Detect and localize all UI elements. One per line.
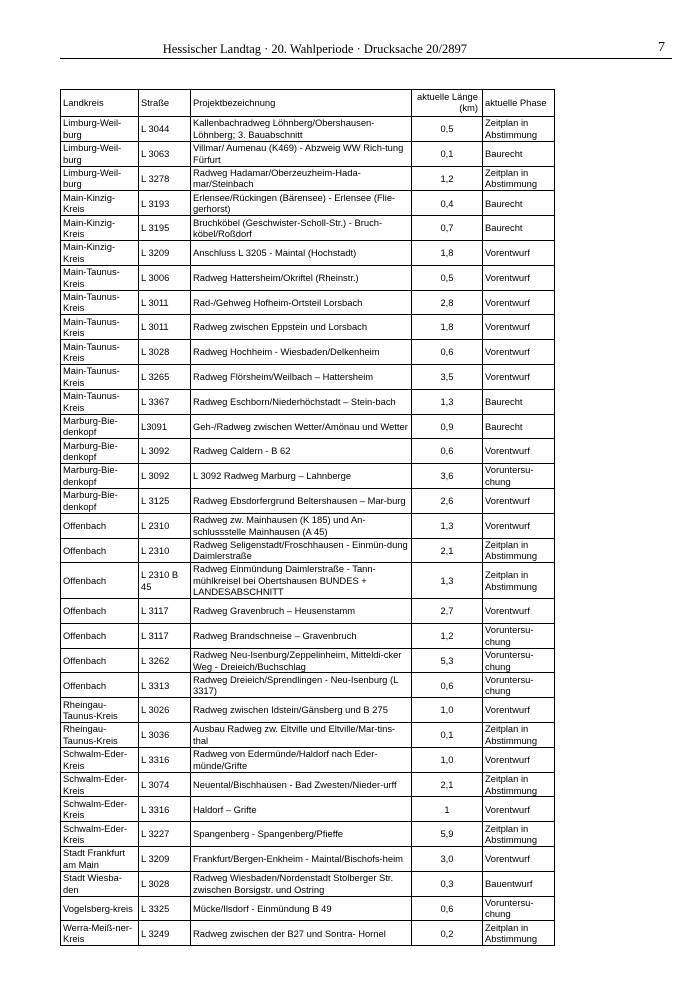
table-row	[61, 623, 555, 648]
table-row	[61, 117, 555, 142]
cell-landkreis: Marburg-Bie-denkopf	[61, 488, 139, 513]
cell-strasse: L 3265	[139, 364, 191, 389]
table-row	[61, 166, 555, 191]
cell-laenge: 3,5	[412, 364, 483, 389]
table-row	[61, 464, 555, 489]
cell-phase: Zeitplan in Abstimmung	[483, 772, 555, 797]
cell-phase: Voruntersu-chung	[483, 623, 555, 648]
cell-landkreis: Main-Taunus-Kreis	[61, 290, 139, 315]
page-header	[60, 36, 665, 56]
table-row	[61, 191, 555, 216]
table-row	[61, 265, 555, 290]
cell-projekt: Radweg Gravenbruch – Heusenstamm	[191, 599, 412, 624]
cell-landkreis: Offenbach	[61, 623, 139, 648]
cell-strasse: L 3006	[139, 265, 191, 290]
cell-projekt: Radweg Caldern - B 62	[191, 439, 412, 464]
cell-projekt: Radweg Eschborn/Niederhöchstadt – Stein-bach	[191, 389, 412, 414]
column-header-strasse: Straße	[139, 90, 191, 117]
cell-phase: Zeitplan in Abstimmung	[483, 538, 555, 563]
cell-landkreis: Schwalm-Eder-Kreis	[61, 797, 139, 822]
table-row	[61, 772, 555, 797]
table-row	[61, 648, 555, 673]
table-row	[61, 871, 555, 896]
cell-phase: Voruntersu-chung	[483, 673, 555, 698]
cell-laenge: 1,3	[412, 389, 483, 414]
cell-strasse: L 3044	[139, 117, 191, 142]
cell-landkreis: Schwalm-Eder-Kreis	[61, 772, 139, 797]
table-row	[61, 488, 555, 513]
table-row	[61, 921, 555, 946]
cell-projekt: Radweg zwischen der B27 und Sontra- Hornel	[191, 921, 412, 946]
cell-laenge: 0,3	[412, 871, 483, 896]
cell-phase: Vorentwurf	[483, 240, 555, 265]
cell-laenge: 3,6	[412, 464, 483, 489]
cell-strasse: L 3316	[139, 797, 191, 822]
cell-projekt: Radweg Dreieich/Sprendlingen - Neu-Isenburg (L 3317)	[191, 673, 412, 698]
cell-landkreis: Offenbach	[61, 673, 139, 698]
cell-strasse: L 3227	[139, 822, 191, 847]
cell-strasse: L 3316	[139, 747, 191, 772]
cell-phase: Vorentwurf	[483, 513, 555, 538]
cell-laenge: 1,8	[412, 240, 483, 265]
cell-strasse: L 2310	[139, 538, 191, 563]
cell-strasse: L 3117	[139, 623, 191, 648]
cell-phase: Vorentwurf	[483, 488, 555, 513]
cell-laenge: 1,0	[412, 747, 483, 772]
cell-strasse: L 3117	[139, 599, 191, 624]
cell-landkreis: Main-Taunus-Kreis	[61, 364, 139, 389]
cell-phase: Vorentwurf	[483, 797, 555, 822]
cell-phase: Baurecht	[483, 216, 555, 241]
cell-landkreis: Offenbach	[61, 563, 139, 599]
cell-phase: Vorentwurf	[483, 698, 555, 723]
table-row	[61, 240, 555, 265]
cell-projekt: Rad-/Gehweg Hofheim-Ortsteil Lorsbach	[191, 290, 412, 315]
cell-landkreis: Limburg-Weil-burg	[61, 141, 139, 166]
cell-projekt: Radweg Hochheim - Wiesbaden/Delkenheim	[191, 340, 412, 365]
cell-laenge: 5,3	[412, 648, 483, 673]
cell-phase: Vorentwurf	[483, 315, 555, 340]
cell-strasse: L3091	[139, 414, 191, 439]
cell-phase: Baurecht	[483, 389, 555, 414]
cell-strasse: L 3313	[139, 673, 191, 698]
table-row	[61, 563, 555, 599]
cell-laenge: 1	[412, 797, 483, 822]
table-row	[61, 290, 555, 315]
cell-landkreis: Main-Kinzig-Kreis	[61, 191, 139, 216]
cell-projekt: Radweg Ebsdorfergrund Beltershausen – Mar-burg	[191, 488, 412, 513]
cell-phase: Zeitplan in Abstimmung	[483, 117, 555, 142]
cell-strasse: L 3325	[139, 896, 191, 921]
table-row	[61, 797, 555, 822]
cell-landkreis: Limburg-Weil-burg	[61, 117, 139, 142]
cell-laenge: 1,3	[412, 513, 483, 538]
table-row	[61, 538, 555, 563]
cell-landkreis: Main-Kinzig-Kreis	[61, 216, 139, 241]
cell-laenge: 1,2	[412, 166, 483, 191]
cell-projekt: Radweg Brandschneise – Gravenbruch	[191, 623, 412, 648]
cell-landkreis: Marburg-Bie-denkopf	[61, 414, 139, 439]
cell-projekt: Radweg Wiesbaden/Nordenstadt Stolberger Str. zwischen Borsigstr. und Ostring	[191, 871, 412, 896]
cell-strasse: L 3074	[139, 772, 191, 797]
cell-strasse: L 3092	[139, 439, 191, 464]
cell-strasse: L 3011	[139, 290, 191, 315]
table-row	[61, 673, 555, 698]
table-row	[61, 364, 555, 389]
cell-phase: Zeitplan in Abstimmung	[483, 822, 555, 847]
cell-projekt: Radweg von Edermünde/Haldorf nach Eder-münde/Grifte	[191, 747, 412, 772]
cell-laenge: 0,2	[412, 921, 483, 946]
cell-laenge: 0,5	[412, 265, 483, 290]
cell-projekt: Radweg Einmündung Daimlerstraße - Tann-mühlkreisel bei Obertshausen BUNDES + LANDESABSCHNITT	[191, 563, 412, 599]
cell-laenge: 1,2	[412, 623, 483, 648]
table-row	[61, 513, 555, 538]
cell-strasse: L 3209	[139, 847, 191, 872]
cell-strasse: L 3278	[139, 166, 191, 191]
cell-projekt: Anschluss L 3205 - Maintal (Hochstadt)	[191, 240, 412, 265]
cell-strasse: L 3125	[139, 488, 191, 513]
cell-projekt: Radweg Hadamar/Oberzeuzheim-Hada-mar/Steinbach	[191, 166, 412, 191]
cell-landkreis: Main-Taunus-Kreis	[61, 265, 139, 290]
cell-projekt: Neuental/Bischhausen - Bad Zwesten/Nieder-urff	[191, 772, 412, 797]
cell-phase: Vorentwurf	[483, 599, 555, 624]
cell-phase: Baurecht	[483, 414, 555, 439]
cell-phase: Voruntersu-chung	[483, 464, 555, 489]
table-body	[61, 117, 555, 946]
cell-projekt: Erlensee/Rückingen (Bärensee) - Erlensee (Flie-gerhorst)	[191, 191, 412, 216]
cell-phase: Baurecht	[483, 141, 555, 166]
column-header-projekt: Projektbezeichnung	[191, 90, 412, 117]
cell-strasse: L 3262	[139, 648, 191, 673]
cell-projekt: Geh-/Radweg zwischen Wetter/Amönau und Wetter	[191, 414, 412, 439]
cell-laenge: 2,8	[412, 290, 483, 315]
cell-projekt: Villmar/ Aumenau (K469) - Abzweig WW Rich-tung Fürfurt	[191, 141, 412, 166]
column-header-laenge: aktuelle Länge (km)	[412, 90, 483, 117]
cell-projekt: Haldorf – Grifte	[191, 797, 412, 822]
cell-strasse: L 3063	[139, 141, 191, 166]
cell-landkreis: Marburg-Bie-denkopf	[61, 439, 139, 464]
cell-strasse: L 3092	[139, 464, 191, 489]
cell-strasse: L 3195	[139, 216, 191, 241]
cell-strasse: L 3011	[139, 315, 191, 340]
cell-phase: Zeitplan in Abstimmung	[483, 166, 555, 191]
cell-strasse: L 3367	[139, 389, 191, 414]
cell-projekt: Spangenberg - Spangenberg/Pfieffe	[191, 822, 412, 847]
table-header-row	[61, 90, 555, 117]
cell-laenge: 0,6	[412, 896, 483, 921]
cell-laenge: 2,7	[412, 599, 483, 624]
cell-landkreis: Offenbach	[61, 538, 139, 563]
cell-strasse: L 3028	[139, 340, 191, 365]
cell-landkreis: Offenbach	[61, 599, 139, 624]
cell-landkreis: Offenbach	[61, 513, 139, 538]
project-table	[60, 89, 555, 946]
table-row	[61, 723, 555, 748]
cell-laenge: 2,1	[412, 772, 483, 797]
cell-laenge: 0,5	[412, 117, 483, 142]
table-row	[61, 822, 555, 847]
cell-laenge: 0,7	[412, 216, 483, 241]
cell-phase: Vorentwurf	[483, 439, 555, 464]
cell-landkreis: Vogelsberg-kreis	[61, 896, 139, 921]
cell-laenge: 1,0	[412, 698, 483, 723]
cell-landkreis: Main-Taunus-Kreis	[61, 389, 139, 414]
cell-landkreis: Main-Taunus-Kreis	[61, 340, 139, 365]
table-row	[61, 747, 555, 772]
cell-projekt: Radweg zwischen Idstein/Gänsberg und B 275	[191, 698, 412, 723]
cell-phase: Baurecht	[483, 191, 555, 216]
cell-laenge: 0,9	[412, 414, 483, 439]
table-row	[61, 847, 555, 872]
cell-projekt: Bruchköbel (Geschwister-Scholl-Str.) - Bruch-köbel/Roßdorf	[191, 216, 412, 241]
cell-phase: Zeitplan in Abstimmung	[483, 563, 555, 599]
cell-projekt: Radweg Hattersheim/Okriftel (Rheinstr.)	[191, 265, 412, 290]
table-row	[61, 414, 555, 439]
cell-projekt: Radweg zwischen Eppstein und Lorsbach	[191, 315, 412, 340]
cell-laenge: 5,9	[412, 822, 483, 847]
cell-landkreis: Main-Kinzig-Kreis	[61, 240, 139, 265]
cell-projekt: Radweg zw. Mainhausen (K 185) und An-schlussstelle Mainhausen (A 45)	[191, 513, 412, 538]
cell-landkreis: Schwalm-Eder-Kreis	[61, 747, 139, 772]
table-row	[61, 599, 555, 624]
table-row	[61, 216, 555, 241]
cell-strasse: L 3249	[139, 921, 191, 946]
cell-strasse: L 2310	[139, 513, 191, 538]
cell-landkreis: Marburg-Bie-denkopf	[61, 464, 139, 489]
cell-phase: Vorentwurf	[483, 340, 555, 365]
cell-landkreis: Stadt Wiesba-den	[61, 871, 139, 896]
cell-laenge: 0,4	[412, 191, 483, 216]
cell-landkreis: Main-Taunus-Kreis	[61, 315, 139, 340]
cell-strasse: L 3026	[139, 698, 191, 723]
cell-strasse: L 3193	[139, 191, 191, 216]
cell-strasse: L 3209	[139, 240, 191, 265]
cell-laenge: 0,6	[412, 340, 483, 365]
cell-strasse: L 2310 B 45	[139, 563, 191, 599]
cell-strasse: L 3036	[139, 723, 191, 748]
cell-phase: Bauentwurf	[483, 871, 555, 896]
table-row	[61, 439, 555, 464]
cell-landkreis: Rheingau-Taunus-Kreis	[61, 698, 139, 723]
cell-laenge: 0,1	[412, 141, 483, 166]
cell-projekt: Radweg Flörsheim/Weilbach – Hattersheim	[191, 364, 412, 389]
cell-phase: Vorentwurf	[483, 364, 555, 389]
cell-laenge: 1,8	[412, 315, 483, 340]
table-row	[61, 141, 555, 166]
cell-landkreis: Limburg-Weil-burg	[61, 166, 139, 191]
cell-landkreis: Rheingau-Taunus-Kreis	[61, 723, 139, 748]
cell-phase: Zeitplan in Abstimmung	[483, 921, 555, 946]
cell-laenge: 3,0	[412, 847, 483, 872]
cell-phase: Zeitplan in Abstimmung	[483, 723, 555, 748]
cell-phase: Voruntersu-chung	[483, 648, 555, 673]
cell-laenge: 0,1	[412, 723, 483, 748]
cell-strasse: L 3028	[139, 871, 191, 896]
cell-projekt: Frankfurt/Bergen-Enkheim - Maintal/Bischofs-heim	[191, 847, 412, 872]
table-row	[61, 389, 555, 414]
cell-laenge: 1,3	[412, 563, 483, 599]
page-number: 7	[658, 40, 665, 55]
cell-landkreis: Werra-Meiß-ner-Kreis	[61, 921, 139, 946]
cell-projekt: Radweg Seligenstadt/Froschhausen - Einmün-dung Daimlerstraße	[191, 538, 412, 563]
cell-landkreis: Stadt Frankfurt am Main	[61, 847, 139, 872]
cell-laenge: 2,1	[412, 538, 483, 563]
cell-projekt: L 3092 Radweg Marburg – Lahnberge	[191, 464, 412, 489]
cell-projekt: Ausbau Radweg zw. Eltville und Eltville/Mar-tins-thal	[191, 723, 412, 748]
cell-phase: Vorentwurf	[483, 265, 555, 290]
cell-projekt: Radweg Neu-Isenburg/Zeppelinheim, Mitteldi-cker Weg - Dreieich/Buchschlag	[191, 648, 412, 673]
table-row	[61, 698, 555, 723]
header-rule	[60, 58, 672, 59]
cell-projekt: Kallenbachradweg Löhnberg/Obershausen-Löhnberg; 3. Bauabschnitt	[191, 117, 412, 142]
column-header-landkreis: Landkreis	[61, 90, 139, 117]
cell-laenge: 0,6	[412, 673, 483, 698]
cell-projekt: Mücke/Ilsdorf - Einmündung B 49	[191, 896, 412, 921]
cell-landkreis: Offenbach	[61, 648, 139, 673]
document-header: Hessischer Landtag · 20. Wahlperiode · Drucksache 20/2897	[162, 42, 467, 56]
column-header-phase: aktuelle Phase	[483, 90, 555, 117]
cell-laenge: 2,6	[412, 488, 483, 513]
cell-phase: Vorentwurf	[483, 290, 555, 315]
table-row	[61, 340, 555, 365]
cell-landkreis: Schwalm-Eder-Kreis	[61, 822, 139, 847]
table-row	[61, 896, 555, 921]
cell-phase: Voruntersu-chung	[483, 896, 555, 921]
cell-phase: Vorentwurf	[483, 747, 555, 772]
cell-phase: Vorentwurf	[483, 847, 555, 872]
cell-laenge: 0,6	[412, 439, 483, 464]
table-row	[61, 315, 555, 340]
